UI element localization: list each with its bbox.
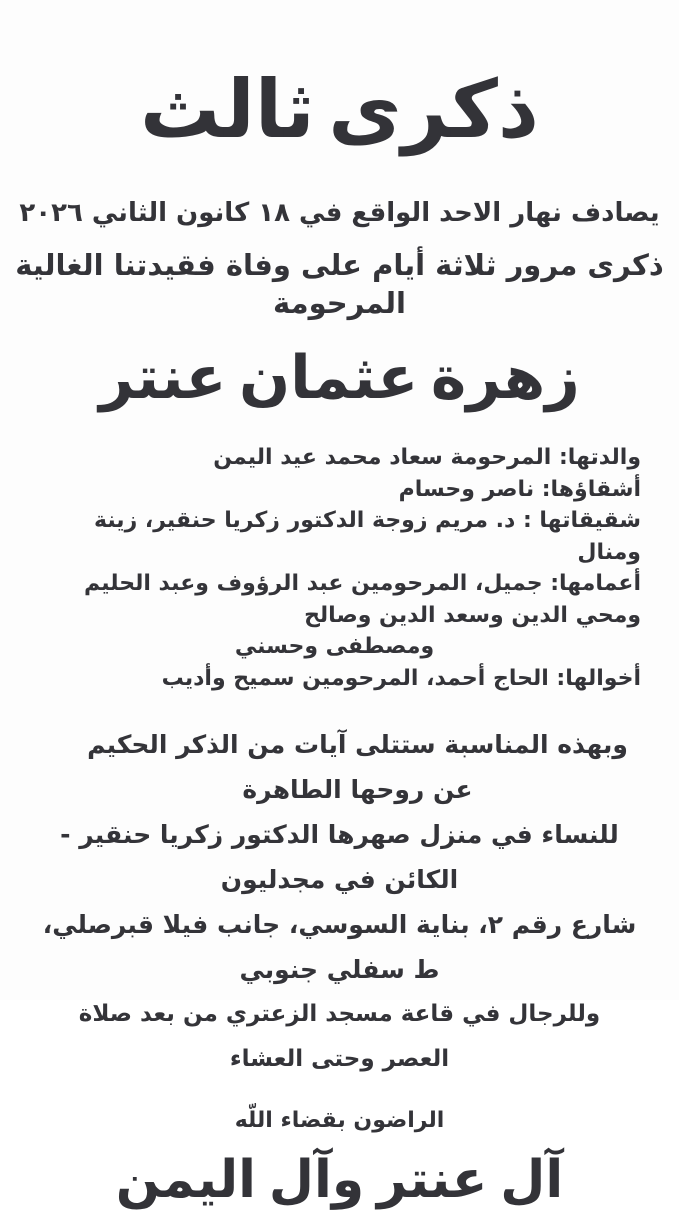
mother-line: والدتها: المرحومة سعاد محمد عيد اليمن <box>213 445 641 470</box>
brothers-line: أشقاؤها: ناصر وحسام <box>398 476 641 502</box>
ceremony-section <box>0 722 679 1082</box>
maternal-uncles-line: أخوالها: الحاج أحمد، المرحومين سميح وأديب <box>161 665 641 691</box>
deceased-name: زهرة عثمان عنتر <box>99 343 580 413</box>
paternal-uncles-line: أعمامها: جميل، المرحومين عبد الرؤوف وعبد الحليم ومحي الدين وسعد الدين وصالح <box>84 571 641 628</box>
men-venue-line: وللرجال في قاعة مسجد الزعتري من بعد صلاة العصر وحتى العشاء <box>78 1001 601 1072</box>
quran-recitation-line: وبهذه المناسبة ستتلى آيات من الذكر الحكيم عن روحها الطاهرة <box>87 730 628 804</box>
memorial-title: ذكرى ثالث <box>140 63 539 156</box>
mourning-families-names: آل عنتر وآل اليمن <box>115 1150 564 1210</box>
closing-line: الراضون بقضاء اللّه <box>234 1108 445 1133</box>
memorial-date-line: يصادف نهار الاحد الواقع في ١٨ كانون الثاني ٢٠٢٦ <box>19 198 660 228</box>
address-line: شارع رقم ٢، بناية السوسي، جانب فيلا قبرصلي، ط سفلي جنوبي <box>42 910 637 984</box>
paternal-uncles-continuation-line: ومصطفى وحسني <box>234 634 435 659</box>
sisters-line: شقيقاتها : د. مريم زوجة الدكتور زكريا حنقير، زينة ومنال <box>93 508 641 565</box>
occasion-line: ذكرى مرور ثلاثة أيام على وفاة فقيدتنا الغالية المرحومة <box>15 248 664 320</box>
family-section <box>0 442 679 694</box>
women-venue-line: للنساء في منزل صهرها الدكتور زكريا حنقير - الكائن في مجدليون <box>60 820 619 894</box>
